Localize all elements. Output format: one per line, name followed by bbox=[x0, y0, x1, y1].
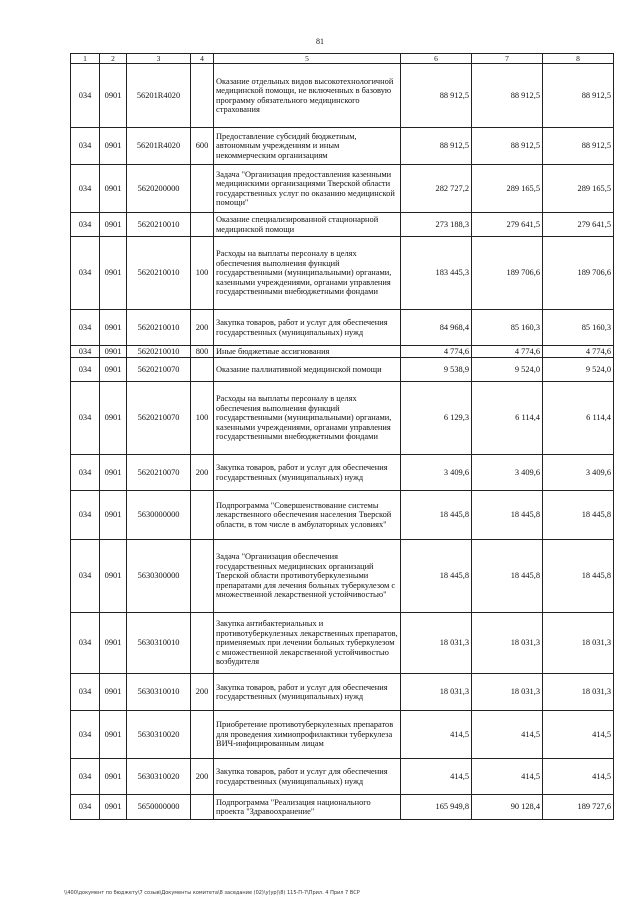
cell-target: 5630000000 bbox=[127, 491, 191, 540]
cell-amount-2: 289 165,5 bbox=[472, 165, 543, 213]
cell-amount-2: 9 524,0 bbox=[472, 358, 543, 382]
cell-amount-1: 273 188,3 bbox=[401, 213, 472, 237]
page-number: 81 bbox=[316, 37, 324, 46]
cell-section: 0901 bbox=[100, 759, 127, 795]
cell-amount-2: 18 031,3 bbox=[472, 613, 543, 674]
cell-amount-2: 90 128,4 bbox=[472, 795, 543, 820]
cell-type: 100 bbox=[191, 382, 214, 455]
table-row bbox=[71, 491, 614, 540]
cell-section: 0901 bbox=[100, 64, 127, 128]
cell-name: Иные бюджетные ассигнования bbox=[214, 346, 401, 358]
cell-amount-1: 6 129,3 bbox=[401, 382, 472, 455]
cell-amount-1: 165 949,8 bbox=[401, 795, 472, 820]
cell-type: 100 bbox=[191, 237, 214, 310]
column-header: 3 bbox=[127, 54, 191, 64]
cell-amount-1: 9 538,9 bbox=[401, 358, 472, 382]
cell-target: 5620210010 bbox=[127, 237, 191, 310]
cell-amount-3: 18 031,3 bbox=[543, 674, 614, 711]
cell-admin: 034 bbox=[71, 237, 100, 310]
cell-target: 5620210070 bbox=[127, 455, 191, 491]
cell-section: 0901 bbox=[100, 491, 127, 540]
cell-name: Приобретение противотуберкулезных препаратов для проведения химиопрофилактики туберкулеза ВИЧ-инфицированным лицам bbox=[214, 711, 401, 759]
cell-type bbox=[191, 165, 214, 213]
cell-amount-2: 189 706,6 bbox=[472, 237, 543, 310]
table-row bbox=[71, 64, 614, 128]
cell-admin: 034 bbox=[71, 455, 100, 491]
cell-admin: 034 bbox=[71, 165, 100, 213]
cell-name: Закупка товаров, работ и услуг для обеспечения государственных (муниципальных) нужд bbox=[214, 310, 401, 346]
cell-amount-2: 18 031,3 bbox=[472, 674, 543, 711]
cell-target: 5620200000 bbox=[127, 165, 191, 213]
budget-table bbox=[70, 53, 614, 820]
cell-section: 0901 bbox=[100, 128, 127, 165]
cell-target: 5630310010 bbox=[127, 613, 191, 674]
cell-amount-3: 18 445,8 bbox=[543, 491, 614, 540]
table-row bbox=[71, 346, 614, 358]
table-row bbox=[71, 759, 614, 795]
table-row bbox=[71, 165, 614, 213]
cell-amount-2: 3 409,6 bbox=[472, 455, 543, 491]
cell-target: 5620210010 bbox=[127, 310, 191, 346]
cell-amount-3: 189 727,6 bbox=[543, 795, 614, 820]
cell-name: Расходы на выплаты персоналу в целях обеспечения выполнения функций государственными (муниципальными) органами, казенными учреждениями, органами управления государственными внебюджетными фондами bbox=[214, 237, 401, 310]
table-row bbox=[71, 711, 614, 759]
cell-amount-1: 88 912,5 bbox=[401, 128, 472, 165]
cell-admin: 034 bbox=[71, 795, 100, 820]
cell-amount-1: 18 031,3 bbox=[401, 613, 472, 674]
column-number-row bbox=[71, 54, 614, 64]
column-header: 5 bbox=[214, 54, 401, 64]
table-row bbox=[71, 455, 614, 491]
column-header: 8 bbox=[543, 54, 614, 64]
cell-section: 0901 bbox=[100, 213, 127, 237]
cell-section: 0901 bbox=[100, 237, 127, 310]
cell-section: 0901 bbox=[100, 346, 127, 358]
cell-type bbox=[191, 64, 214, 128]
cell-section: 0901 bbox=[100, 358, 127, 382]
cell-target: 56201R4020 bbox=[127, 64, 191, 128]
cell-amount-3: 18 445,8 bbox=[543, 540, 614, 613]
cell-amount-3: 18 031,3 bbox=[543, 613, 614, 674]
table-row bbox=[71, 128, 614, 165]
cell-amount-1: 3 409,6 bbox=[401, 455, 472, 491]
cell-target: 5620210070 bbox=[127, 382, 191, 455]
cell-amount-1: 414,5 bbox=[401, 711, 472, 759]
cell-section: 0901 bbox=[100, 382, 127, 455]
cell-type bbox=[191, 358, 214, 382]
table-row bbox=[71, 382, 614, 455]
cell-type: 600 bbox=[191, 128, 214, 165]
cell-target: 5620210010 bbox=[127, 213, 191, 237]
cell-section: 0901 bbox=[100, 711, 127, 759]
cell-amount-3: 189 706,6 bbox=[543, 237, 614, 310]
cell-type: 200 bbox=[191, 310, 214, 346]
cell-amount-3: 279 641,5 bbox=[543, 213, 614, 237]
cell-admin: 034 bbox=[71, 759, 100, 795]
cell-name: Закупка антибактериальных и противотуберкулезных лекарственных препаратов, применяемых при лечении больных туберкулезом с множественной лекарственной устойчивостью возбудителя bbox=[214, 613, 401, 674]
cell-amount-3: 88 912,5 bbox=[543, 64, 614, 128]
cell-amount-2: 88 912,5 bbox=[472, 64, 543, 128]
cell-name: Задача "Организация обеспечения государственных медицинских организаций Тверской области противотуберкулезными препаратами для лечения больных туберкулезом с множественной лекарственной устойчивостью" bbox=[214, 540, 401, 613]
table-row bbox=[71, 237, 614, 310]
cell-admin: 034 bbox=[71, 346, 100, 358]
cell-amount-3: 414,5 bbox=[543, 759, 614, 795]
cell-admin: 034 bbox=[71, 358, 100, 382]
cell-amount-1: 183 445,3 bbox=[401, 237, 472, 310]
cell-type: 800 bbox=[191, 346, 214, 358]
cell-admin: 034 bbox=[71, 613, 100, 674]
cell-section: 0901 bbox=[100, 540, 127, 613]
cell-amount-3: 4 774,6 bbox=[543, 346, 614, 358]
cell-admin: 034 bbox=[71, 382, 100, 455]
cell-name: Закупка товаров, работ и услуг для обеспечения государственных (муниципальных) нужд bbox=[214, 674, 401, 711]
cell-amount-1: 282 727,2 bbox=[401, 165, 472, 213]
cell-amount-2: 85 160,3 bbox=[472, 310, 543, 346]
cell-type bbox=[191, 213, 214, 237]
cell-amount-1: 18 445,8 bbox=[401, 491, 472, 540]
cell-amount-3: 88 912,5 bbox=[543, 128, 614, 165]
cell-name: Оказание специализированной стационарной медицинской помощи bbox=[214, 213, 401, 237]
cell-type: 200 bbox=[191, 455, 214, 491]
table-row bbox=[71, 540, 614, 613]
cell-name: Оказание отдельных видов высокотехнологичной медицинской помощи, не включенных в базовую программу обязательного медицинского страхования bbox=[214, 64, 401, 128]
cell-name: Предоставление субсидий бюджетным, автономным учреждениям и иным некоммерческим организациям bbox=[214, 128, 401, 165]
cell-type bbox=[191, 711, 214, 759]
cell-type: 200 bbox=[191, 674, 214, 711]
cell-admin: 034 bbox=[71, 491, 100, 540]
table-row bbox=[71, 310, 614, 346]
cell-section: 0901 bbox=[100, 455, 127, 491]
cell-amount-1: 414,5 bbox=[401, 759, 472, 795]
cell-target: 56201R4020 bbox=[127, 128, 191, 165]
cell-amount-1: 18 031,3 bbox=[401, 674, 472, 711]
cell-section: 0901 bbox=[100, 795, 127, 820]
cell-target: 5630300000 bbox=[127, 540, 191, 613]
table-row bbox=[71, 674, 614, 711]
cell-admin: 034 bbox=[71, 213, 100, 237]
cell-type: 200 bbox=[191, 759, 214, 795]
cell-admin: 034 bbox=[71, 711, 100, 759]
table-row bbox=[71, 613, 614, 674]
table-row bbox=[71, 213, 614, 237]
cell-amount-2: 414,5 bbox=[472, 711, 543, 759]
column-header: 1 bbox=[71, 54, 100, 64]
cell-name: Закупка товаров, работ и услуг для обеспечения государственных (муниципальных) нужд bbox=[214, 759, 401, 795]
cell-type bbox=[191, 613, 214, 674]
cell-section: 0901 bbox=[100, 310, 127, 346]
cell-amount-2: 88 912,5 bbox=[472, 128, 543, 165]
cell-target: 5650000000 bbox=[127, 795, 191, 820]
cell-name: Закупка товаров, работ и услуг для обеспечения государственных (муниципальных) нужд bbox=[214, 455, 401, 491]
table-row bbox=[71, 795, 614, 820]
cell-name: Расходы на выплаты персоналу в целях обеспечения выполнения функций государственными (муниципальными) органами, казенными учреждениями, органами управления государственными внебюджетными фондами bbox=[214, 382, 401, 455]
cell-amount-1: 84 968,4 bbox=[401, 310, 472, 346]
cell-target: 5630310020 bbox=[127, 759, 191, 795]
cell-amount-1: 18 445,8 bbox=[401, 540, 472, 613]
cell-name: Подпрограмма "Совершенствование системы лекарственного обеспечения населения Тверской области, в том числе в амбулаторных условиях" bbox=[214, 491, 401, 540]
cell-target: 5630310020 bbox=[127, 711, 191, 759]
cell-name: Задача "Организация предоставления казенными медицинскими организациями Тверской области государственных услуг по оказанию медицинской помощи" bbox=[214, 165, 401, 213]
column-header: 4 bbox=[191, 54, 214, 64]
cell-name: Подпрограмма "Реализация национального проекта "Здравоохранение" bbox=[214, 795, 401, 820]
cell-type bbox=[191, 795, 214, 820]
cell-amount-2: 6 114,4 bbox=[472, 382, 543, 455]
cell-amount-2: 18 445,8 bbox=[472, 540, 543, 613]
cell-section: 0901 bbox=[100, 613, 127, 674]
cell-admin: 034 bbox=[71, 540, 100, 613]
cell-amount-3: 3 409,6 bbox=[543, 455, 614, 491]
cell-amount-3: 9 524,0 bbox=[543, 358, 614, 382]
table-row bbox=[71, 358, 614, 382]
cell-amount-1: 4 774,6 bbox=[401, 346, 472, 358]
cell-section: 0901 bbox=[100, 165, 127, 213]
cell-amount-2: 414,5 bbox=[472, 759, 543, 795]
cell-amount-2: 18 445,8 bbox=[472, 491, 543, 540]
cell-name: Оказание паллиативной медицинской помощи bbox=[214, 358, 401, 382]
cell-admin: 034 bbox=[71, 128, 100, 165]
cell-amount-3: 6 114,4 bbox=[543, 382, 614, 455]
cell-admin: 034 bbox=[71, 64, 100, 128]
cell-target: 5630310010 bbox=[127, 674, 191, 711]
cell-target: 5620210010 bbox=[127, 346, 191, 358]
cell-target: 5620210070 bbox=[127, 358, 191, 382]
cell-type bbox=[191, 491, 214, 540]
column-header: 7 bbox=[472, 54, 543, 64]
column-header: 2 bbox=[100, 54, 127, 64]
cell-type bbox=[191, 540, 214, 613]
cell-amount-3: 85 160,3 bbox=[543, 310, 614, 346]
cell-amount-2: 279 641,5 bbox=[472, 213, 543, 237]
cell-amount-2: 4 774,6 bbox=[472, 346, 543, 358]
cell-amount-3: 414,5 bbox=[543, 711, 614, 759]
cell-amount-3: 289 165,5 bbox=[543, 165, 614, 213]
cell-section: 0901 bbox=[100, 674, 127, 711]
footer-file-path: \\400\документ по бюджету\7 созыв\Документы комитета\8 заседание (02)\у(ур)\8) 115-П-7\Прил. 4 Прил 7 ВСР bbox=[64, 890, 360, 896]
cell-admin: 034 bbox=[71, 310, 100, 346]
column-header: 6 bbox=[401, 54, 472, 64]
cell-amount-1: 88 912,5 bbox=[401, 64, 472, 128]
cell-admin: 034 bbox=[71, 674, 100, 711]
